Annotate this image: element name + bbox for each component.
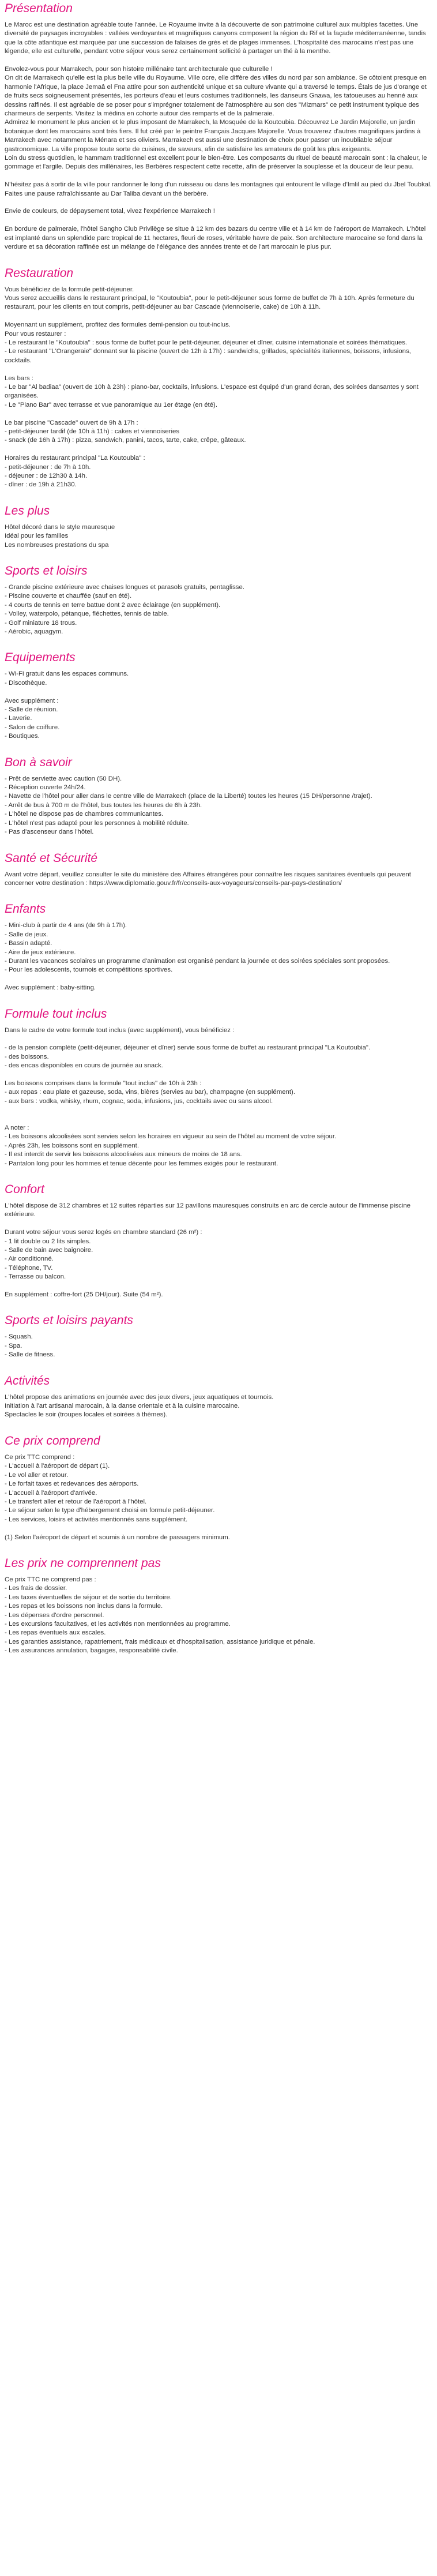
section-line bbox=[5, 410, 432, 418]
section-line bbox=[5, 198, 432, 207]
section-body-sports-payants bbox=[5, 1333, 432, 1359]
section-confort bbox=[5, 1182, 432, 1299]
section-line bbox=[5, 1071, 432, 1079]
section-body-bon-a-savoir bbox=[5, 775, 432, 837]
section-line bbox=[5, 172, 432, 181]
section-title-activites: Activités bbox=[5, 1374, 50, 1388]
section-sports-payants bbox=[5, 1313, 432, 1359]
section-line: - Wi-Fi gratuit dans les espaces communs. bbox=[5, 670, 129, 678]
section-line: - Terrasse ou balcon. bbox=[5, 1273, 66, 1281]
section-line: - dîner : de 19h à 21h30. bbox=[5, 481, 77, 489]
section-title-equipements: Equipements bbox=[5, 651, 76, 665]
section-sante-securite bbox=[5, 851, 432, 888]
section-line: Le Maroc est une destination agréable toute l'année. Le Royaume invite à la découverte de son patrimoine culturel aux multiples facettes. Une diversité de paysages incroyables : vallées verdoyantes et magnifiques canyons composent la région du Rif et la façade méditerranéenne, tandis que la côte atlantique est marquée par une succession de falaises de grès et de plages immenses. L'hospitalité des marocains n'est pas une légende, elle est culturelle, pendant votre séjour vous serez certainement sollicité à partager un thé à la menthe. bbox=[5, 21, 426, 55]
section-line: - Les repas éventuels aux escales. bbox=[5, 1629, 106, 1637]
section-line: - Salle de fitness. bbox=[5, 1351, 55, 1359]
section-line: (1) Selon l'aéroport de départ et soumis à un nombre de passagers minimum. bbox=[5, 1533, 230, 1541]
section-title-ne-comprennent-pas: Les prix ne comprennent pas bbox=[5, 1556, 161, 1570]
section-line bbox=[5, 1035, 432, 1044]
section-body-restauration bbox=[5, 286, 432, 490]
section-line bbox=[5, 216, 432, 225]
section-line: Avec supplément : baby-sitting. bbox=[5, 984, 96, 992]
section-line: - Pas d'ascenseur dans l'hôtel. bbox=[5, 828, 94, 836]
section-line: Vous bénéficiez de la formule petit-déjeuner. bbox=[5, 286, 134, 293]
section-line: Avant votre départ, veuillez consulter le site du ministère des Affaires étrangères pour connaître les risques sanitaires éventuels qui peuvent concerner votre destination : https://www.diplomatie.gouv.fr/fr/conseils-aux-voyageurs/conseils-par-pays-destination/ bbox=[5, 871, 411, 887]
section-body-presentation bbox=[5, 21, 432, 252]
section-line: - 4 courts de tennis en terre battue dont 2 avec éclairage (en supplément). bbox=[5, 601, 221, 609]
section-line: Idéal pour les familles bbox=[5, 533, 69, 540]
section-line: A noter : bbox=[5, 1124, 29, 1131]
section-line: - Le restaurant le "Koutoubia" : sous forme de buffet pour le petit-déjeuner, déjeuner et dîner, cuisine internationale et soirées thématiques. bbox=[5, 339, 408, 346]
section-body-sante-securite bbox=[5, 871, 432, 888]
section-body-enfants bbox=[5, 921, 432, 992]
section-line: - aux bars : vodka, whisky, rhum, cognac, soda, infusions, jus, cocktails avec ou sans alcool. bbox=[5, 1097, 273, 1105]
section-ne-comprennent-pas bbox=[5, 1556, 432, 1656]
section-line: - Le vol aller et retour. bbox=[5, 1471, 69, 1479]
section-line: - petit-déjeuner : de 7h à 10h. bbox=[5, 463, 91, 471]
section-line: - Il est interdit de servir les boissons alcoolisées aux mineurs de moins de 18 ans. bbox=[5, 1151, 242, 1158]
section-line: - Golf miniature 18 trous. bbox=[5, 619, 77, 627]
section-restauration bbox=[5, 266, 432, 490]
section-line: Dans le cadre de votre formule tout inclus (avec supplément), vous bénéficiez : bbox=[5, 1026, 235, 1034]
section-line: L'hôtel dispose de 312 chambres et 12 suites réparties sur 12 pavillons mauresques construits en arc de cercle autour de l'immense piscine extérieure. bbox=[5, 1202, 410, 1218]
section-line: - snack (de 16h à 17h) : pizza, sandwich, panini, tacos, tarte, cake, crêpe, gâteaux. bbox=[5, 437, 246, 444]
section-body-sports-loisirs bbox=[5, 583, 432, 636]
section-line: - aux repas : eau plate et gazeuse, soda, vins, bières (servies au bar), champagne (en supplément). bbox=[5, 1089, 295, 1096]
section-line: - Grande piscine extérieure avec chaises longues et parasols gratuits, pentaglisse. bbox=[5, 584, 244, 591]
section-line: - Le bar "Al badiaa" (ouvert de 10h à 23h) : piano-bar, cocktails, infusions. L'espace est équipé d'un grand écran, des soirées dansantes y sont organisées. bbox=[5, 383, 419, 400]
section-line: - Les excursions facultatives, et les activités non mentionnées au programme. bbox=[5, 1620, 231, 1628]
section-line: - Les garanties assistance, rapatriement, frais médicaux et d'hospitalisation, assistance juridique et pénale. bbox=[5, 1638, 315, 1645]
section-line: - Prêt de serviette avec caution (50 DH). bbox=[5, 775, 122, 782]
section-line: - Squash. bbox=[5, 1333, 33, 1341]
section-line: - Le séjour selon le type d'hébergement choisi en formule petit-déjeuner. bbox=[5, 1507, 215, 1514]
section-line bbox=[5, 1220, 432, 1228]
section-formule-tout-inclus bbox=[5, 1007, 432, 1168]
section-line: - L'accueil à l'aéroport d'arrivée. bbox=[5, 1489, 97, 1497]
section-line: Hôtel décoré dans le style mauresque bbox=[5, 523, 115, 531]
section-body-confort bbox=[5, 1202, 432, 1299]
section-line: - Laverie. bbox=[5, 715, 32, 722]
section-title-presentation: Présentation bbox=[5, 2, 73, 15]
section-line: - Durant les vacances scolaires un programme d'animation est organisé pendant la journée et des soirées spéciales sont proposées. bbox=[5, 957, 390, 965]
section-title-ce-prix-comprend: Ce prix comprend bbox=[5, 1434, 100, 1448]
section-line: Spectacles le soir (troupes locales et soirées à thèmes). bbox=[5, 1411, 168, 1419]
section-line: Ce prix TTC ne comprend pas : bbox=[5, 1576, 96, 1583]
section-equipements bbox=[5, 650, 432, 741]
section-body-ce-prix-comprend bbox=[5, 1453, 432, 1542]
section-line: - Pour les adolescents, tournois et compétitions sportives. bbox=[5, 966, 173, 974]
section-line bbox=[5, 1524, 432, 1533]
section-line: En supplément : coffre-fort (25 DH/jour). Suite (54 m²). bbox=[5, 1291, 163, 1299]
section-enfants bbox=[5, 902, 432, 992]
section-line: - L'hôtel ne dispose pas de chambres communicantes. bbox=[5, 811, 164, 818]
section-line: Horaires du restaurant principal "La Koutoubia" : bbox=[5, 455, 145, 462]
section-line: Envolez-vous pour Marrakech, pour son histoire millénaire tant architecturale que culturelle ! bbox=[5, 66, 273, 73]
section-les-plus bbox=[5, 504, 432, 550]
section-presentation bbox=[5, 1, 432, 252]
section-line bbox=[5, 445, 432, 454]
section-line: - Le restaurant "L'Orangeraie" donnant sur la piscine (ouvert de 12h à 17h) : sandwichs, grillades, spécialités italiennes, boissons, infusions, cocktails. bbox=[5, 348, 411, 364]
section-line: Le bar piscine "Cascade" ouvert de 9h à 17h : bbox=[5, 419, 138, 426]
section-line: - Salle de réunion. bbox=[5, 706, 58, 714]
section-line: - Le forfait taxes et redevances des aéroports. bbox=[5, 1480, 139, 1488]
section-line: - Piscine couverte et chauffée (sauf en été). bbox=[5, 593, 132, 600]
section-line: Les bars : bbox=[5, 374, 34, 382]
section-line: - Discothèque. bbox=[5, 679, 47, 687]
section-line: L'hôtel propose des animations en journée avec des jeux divers, jeux aquatiques et tournois. bbox=[5, 1393, 274, 1401]
section-ce-prix-comprend bbox=[5, 1434, 432, 1542]
section-line: On dit de Marrakech qu'elle est la plus belle ville du Royaume. Ville ocre, elle diffère des villes du nord par son ambiance. Se côtoient presque en harmonie l'Afrique, la place Jemaâ el Fna attire pour son authenticité unique et sa culture vivante qui a traversé le temps. Étals de jus d'orange et de fruits secs soigneusement présentés, les porteurs d'eau et leurs costumes traditionnels, les danseurs Gnawa, les tatoueuses au henné aux dessins raffinés. Il est agréable de se poser pour s'imprégner totalement de l'atmosphère au son des "Mizmars" ce petit instrument typique des charmeurs de serpents. Visitez la médina en cohorte autour des remparts et de la palmeraie. bbox=[5, 74, 427, 118]
section-title-sante-securite: Santé et Sécurité bbox=[5, 851, 98, 865]
section-line bbox=[5, 57, 432, 65]
section-title-formule-tout-inclus: Formule tout inclus bbox=[5, 1007, 107, 1021]
section-line bbox=[5, 1282, 432, 1291]
section-title-enfants: Enfants bbox=[5, 902, 46, 916]
section-line bbox=[5, 312, 432, 321]
section-line: Vous serez accueillis dans le restaurant principal, le "Koutoubia", pour le petit-déjeuner sous forme de buffet de 7h à 10h. Après fermeture du restaurant, pour les clients en tout compris, petit-déjeuner au bar Cascade (viennoiserie, cake) de 10h à 11h. bbox=[5, 294, 415, 311]
section-title-confort: Confort bbox=[5, 1183, 44, 1196]
section-title-les-plus: Les plus bbox=[5, 504, 50, 518]
section-line: - Aire de jeux extérieure. bbox=[5, 948, 76, 956]
section-line bbox=[5, 688, 432, 696]
section-line: - Téléphone, TV. bbox=[5, 1264, 53, 1272]
section-title-sports-payants: Sports et loisirs payants bbox=[5, 1314, 133, 1328]
section-line: - déjeuner : de 12h30 à 14h. bbox=[5, 472, 88, 479]
section-line: - Bassin adapté. bbox=[5, 940, 52, 947]
section-line: - Les boissons alcoolisées sont servies selon les horaires en vigueur au sein de l'hôtel au moment de votre séjour. bbox=[5, 1133, 337, 1141]
section-line: - Pantalon long pour les hommes et tenue décente pour les femmes exigés pour le restaurant. bbox=[5, 1160, 278, 1167]
section-line bbox=[5, 975, 432, 984]
section-line: - L'hôtel n'est pas adapté pour les personnes à mobilité réduite. bbox=[5, 819, 189, 827]
section-line: Pour vous restaurer : bbox=[5, 330, 66, 338]
section-line: Les boissons comprises dans la formule "tout inclus" de 10h à 23h : bbox=[5, 1079, 202, 1087]
section-line: Initiation à l'art artisanal marocain, à la danse orientale et à la cuisine marocaine. bbox=[5, 1403, 240, 1410]
section-line: - L'accueil à l'aéroport de départ (1). bbox=[5, 1463, 110, 1470]
section-line: - 1 lit double ou 2 lits simples. bbox=[5, 1238, 91, 1245]
section-line: - Salon de coiffure. bbox=[5, 723, 60, 731]
section-line: En bordure de palmeraie, l'hôtel Sangho Club Privilège se situe à 12 km des bazars du centre ville et à 14 km de l'aéroport de Marrakech. L'hôtel est implanté dans un splendide parc tropical de 11 hectares, fleuri de roses, véritable havre de paix. Son architecture marocaine se fond dans la verdure et sa décoration raffinée est un mélange de l'élégance des années trente et de l'art marocain le plus pur. bbox=[5, 226, 426, 251]
section-line: - Salle de jeux. bbox=[5, 931, 48, 938]
section-line: - Les assurances annulation, bagages, responsabilité civile. bbox=[5, 1647, 178, 1655]
section-title-restauration: Restauration bbox=[5, 266, 74, 280]
section-line: - Spa. bbox=[5, 1342, 22, 1349]
section-line: - Le transfert aller et retour de l'aéroport à l'hôtel. bbox=[5, 1498, 147, 1505]
section-line: - de la pension complète (petit-déjeuner, déjeuner et dîner) servie sous forme de buffet au restaurant principal "La Koutoubia". bbox=[5, 1044, 371, 1052]
section-line bbox=[5, 1106, 432, 1115]
section-line: - Après 23h, les boissons sont en supplément. bbox=[5, 1142, 140, 1149]
section-line: Durant votre séjour vous serez logés en chambre standard (26 m²) : bbox=[5, 1229, 202, 1236]
section-line: - Les frais de dossier. bbox=[5, 1585, 67, 1592]
section-line: - Navette de l'hôtel pour aller dans le centre ville de Marrakech (place de la Liberté) toutes les heures (15 DH/personne /trajet). bbox=[5, 793, 372, 800]
section-line: Avec supplément : bbox=[5, 697, 59, 704]
section-body-les-plus bbox=[5, 523, 432, 550]
section-body-activites bbox=[5, 1393, 432, 1420]
section-line: Envie de couleurs, de dépaysement total, vivez l'expérience Marrakech ! bbox=[5, 208, 215, 215]
section-line: - Salle de bain avec baignoire. bbox=[5, 1247, 93, 1254]
section-sports-loisirs bbox=[5, 564, 432, 636]
section-line: Les nombreuses prestations du spa bbox=[5, 541, 109, 549]
section-line: - Air conditionné. bbox=[5, 1255, 54, 1263]
section-line: - Les dépenses d'ordre personnel. bbox=[5, 1611, 104, 1619]
section-line: Moyennant un supplément, profitez des formules demi-pension ou tout-inclus. bbox=[5, 321, 231, 329]
section-title-bon-a-savoir: Bon à savoir bbox=[5, 755, 72, 769]
section-line: Admirez le monument le plus ancien et le plus imposant de Marrakech, la Mosquée de la Koutoubia. Découvrez Le Jardin Majorelle, un jardin botanique dont les marocains sont très fiers. Il fut créé par le peintre Français Jacques Majorelle. Vous trouverez d'autres magnifiques jardins à Marrakech avec notamment la Ménara et ses oliviers. Marrakech est aussi une destination de choix pour passer un inoubliable séjour gastronomique. La ville propose toute sorte de cuisines, de saveurs, afin de satisfaire les amateurs de goût les plus exigeants. bbox=[5, 119, 421, 153]
section-body-formule-tout-inclus bbox=[5, 1026, 432, 1168]
section-line: Ce prix TTC comprend : bbox=[5, 1453, 75, 1461]
section-line: - Boutiques. bbox=[5, 733, 40, 740]
section-body-ne-comprennent-pas bbox=[5, 1576, 432, 1656]
section-bon-a-savoir bbox=[5, 755, 432, 837]
section-line: - Les repas et les boissons non inclus dans la formule. bbox=[5, 1603, 163, 1610]
section-body-equipements bbox=[5, 670, 432, 741]
section-line: - des encas disponibles en cours de journée au snack. bbox=[5, 1062, 163, 1070]
section-line: - Arrêt de bus à 700 m de l'hôtel, bus toutes les heures de 6h à 23h. bbox=[5, 801, 202, 809]
section-title-sports-loisirs: Sports et loisirs bbox=[5, 564, 88, 578]
section-line: - Volley, waterpolo, pétanque, fléchettes, tennis de table. bbox=[5, 610, 169, 618]
section-activites bbox=[5, 1374, 432, 1420]
section-line: N'hésitez pas à sortir de la ville pour randonner le long d'un ruisseau ou dans les montagnes qui entourent le village d'Imlil au pied du Jbel Toubkal. Faites une pause rafraîchissante au Dar Taliba devant un thé berbère. bbox=[5, 181, 432, 197]
section-line: - Mini-club à partir de 4 ans (de 9h à 17h). bbox=[5, 922, 127, 929]
section-line bbox=[5, 1115, 432, 1124]
section-line: - Aérobic, aquagym. bbox=[5, 628, 63, 636]
section-line: - Les services, loisirs et activités mentionnés sans supplément. bbox=[5, 1516, 188, 1523]
section-line bbox=[5, 365, 432, 374]
section-line: - petit-déjeuner tardif (de 10h à 11h) : cakes et viennoiseries bbox=[5, 428, 180, 435]
section-line: Loin du stress quotidien, le hammam traditionnel est excellent pour le bien-être. Les composants du rituel de beauté marocain sont : la chaleur, le gommage et l'argile. Depuis des millénaires, les Berbères respectent cette recette, afin de préserver la souplesse et la douceur de leur peau. bbox=[5, 155, 427, 171]
section-line: - Réception ouverte 24h/24. bbox=[5, 784, 86, 792]
section-line: - Les taxes éventuelles de séjour et de sortie du territoire. bbox=[5, 1593, 172, 1601]
section-line: - Le "Piano Bar" avec terrasse et vue panoramique au 1er étage (en été). bbox=[5, 401, 218, 408]
section-line: - des boissons. bbox=[5, 1053, 49, 1060]
